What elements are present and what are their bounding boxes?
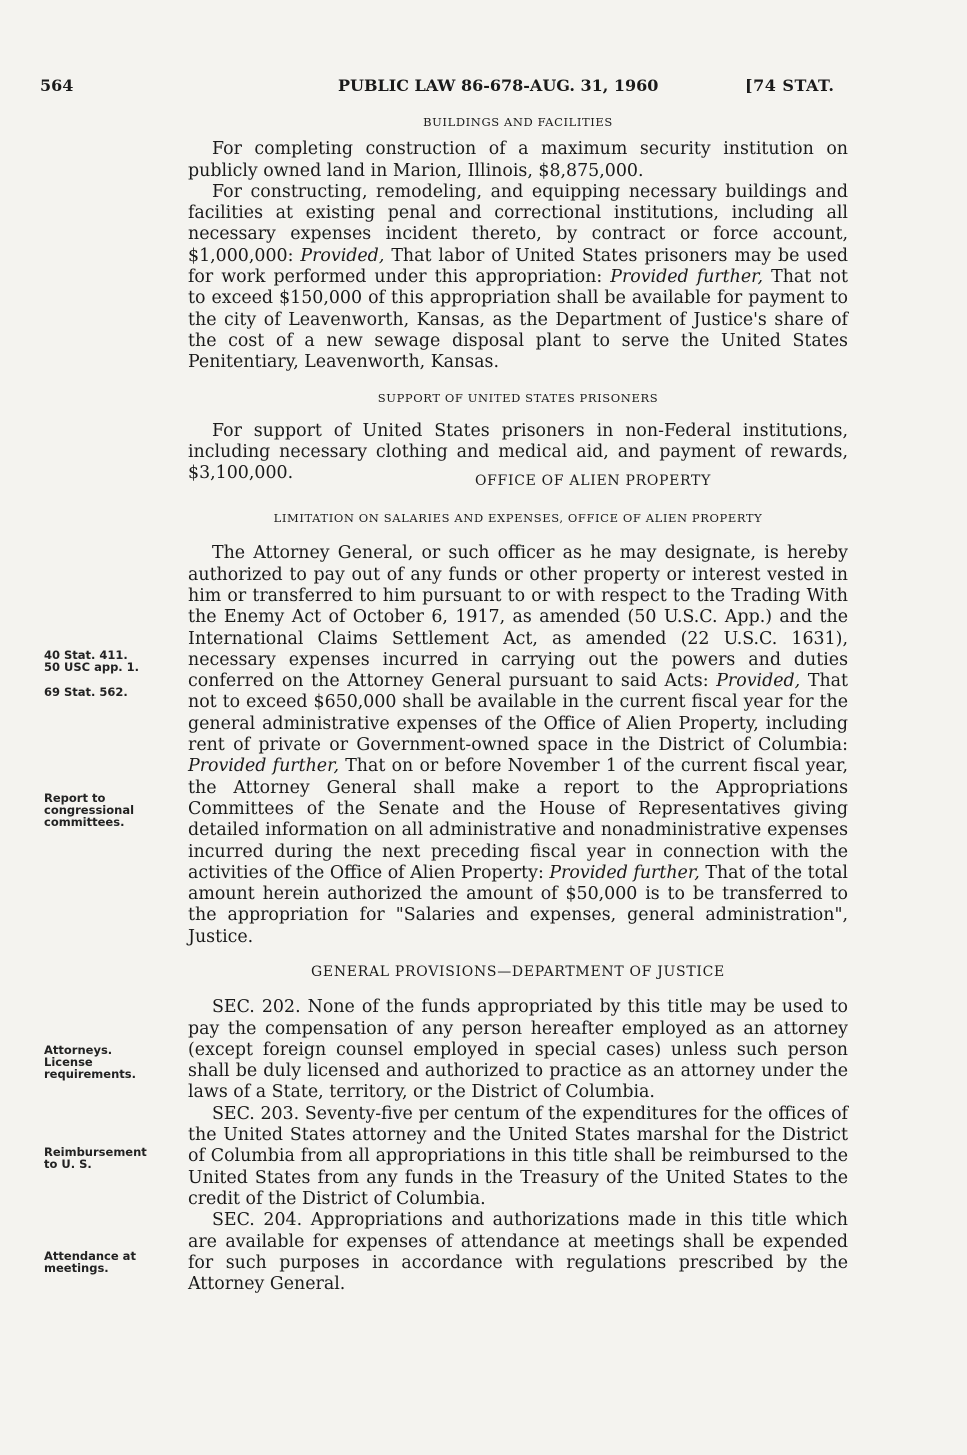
heading-support-prisoners: SUPPORT OF UNITED STATES PRISONERS	[377, 390, 659, 405]
page-number: 564	[40, 76, 74, 95]
heading-buildings: BUILDINGS AND FACILITIES	[423, 115, 613, 129]
volume-reference: [74 STAT.	[745, 76, 835, 95]
heading-limitation: LIMITATION ON SALARIES AND EXPENSES, OFFICE OF ALIEN PROPERTY	[273, 511, 763, 526]
statute-body	[188, 112, 848, 1295]
section-202: SEC. 202. None of the funds appropriated by this title may be used to pay the compensation of any person hereafter employed as an attorney (except foreign counsel employed in special cases) unless such person shall be duly licensed and authorized to practice as an attorney under the laws of a State, territory, or the District of Columbia.	[188, 997, 848, 1103]
margin-note-report: Report to congressional committees.	[44, 791, 135, 829]
paragraph-alien-property: The Attorney General, or such officer as he may designate, is hereby authorized to pay out of any funds or other property or interest vested in him or transferred to him pursuant to or with respect to the Trading With the Enemy Act of October 6, 1917, as amended (50 U.S.C. App.) and the International Claims Settlement Act, as amended (22 U.S.C. 1631), necessary expenses incurred in carrying out the powers and duties conferred on the Attorney General pursuant to said Acts: Provided, That not to exceed $650,000 shall be available in the current fiscal year for the general administrative expenses of the Office of Alien Property, including rent of private or Government-owned space in the District of Columbia: Provided further, That on or before November 1 of the current fiscal year, the Attorney General shall make a report to the Appropriations Committees of the Senate and the House of Representatives giving detailed information on all administrative and nonadministrative expenses incurred during the next preceding fiscal year in connection with the activities of the Office of Alien Property: Provided further, That of the total amount herein authorized the amount of $50,000 is to be transferred to the appropriation for "Salaries and expenses, general administration", Justice.	[188, 543, 849, 947]
section-203: SEC. 203. Seventy-five per centum of the expenditures for the offices of the United States attorney and the United States marshal for the District of Columbia from all appropriations in this title shall be reimbursed to the United States from any funds in the Treasury of the United States to the credit of the District of Columbia.	[188, 1103, 848, 1209]
running-title: PUBLIC LAW 86-678-AUG. 31, 1960	[338, 76, 659, 95]
page-header	[40, 76, 840, 100]
paragraph-support: For support of United States prisoners in non-Federal institutions, including necessary clothing and medical aid, and payment of rewards, $3,100,000.	[188, 420, 848, 484]
section-202-label: SEC. 202.	[212, 997, 301, 1018]
paragraph-constructing: For constructing, remodeling, and equipping necessary buildings and facilities at existing penal and correctional institutions, including all necessary expenses incident thereto, by contract or force account, $1,000,000: Provided, That labor of United States prisoners may be used for work performed under this appropriation: Provided further, That not to exceed $150,000 of this appropriation shall be available for payment to the city of Leavenworth, Kansas, as the Department of Justice's share of the cost of a new sewage disposal plant to serve the United States Penitentiary, Leavenworth, Kansas.	[188, 181, 848, 373]
section-204-label: SEC. 204.	[212, 1210, 303, 1231]
margin-note-reimbursement: Reimbursement to U. S.	[44, 1145, 147, 1171]
paragraph-marion: For completing construction of a maximum security institution on publicly owned land in Marion, Illinois, $8,875,000.	[188, 139, 848, 181]
margin-note-statute-ref: 40 Stat. 411. 50 USC app. 1.	[44, 648, 140, 674]
margin-note-attorneys: Attorneys. License requirements.	[44, 1043, 136, 1081]
section-204: SEC. 204. Appropriations and authorizations made in this title which are available for expenses of attendance at meetings shall be expended for such purposes in accordance with regulations prescribed by the Attorney General.	[188, 1210, 848, 1295]
heading-office-alien-property: OFFICE OF ALIEN PROPERTY	[474, 472, 712, 489]
heading-general-provisions: GENERAL PROVISIONS—DEPARTMENT OF JUSTICE	[311, 963, 725, 980]
margin-note-attendance: Attendance at meetings.	[44, 1249, 136, 1275]
section-203-label: SEC. 203.	[212, 1103, 300, 1124]
margin-note-statute-ref-2: 69 Stat. 562.	[44, 685, 128, 699]
